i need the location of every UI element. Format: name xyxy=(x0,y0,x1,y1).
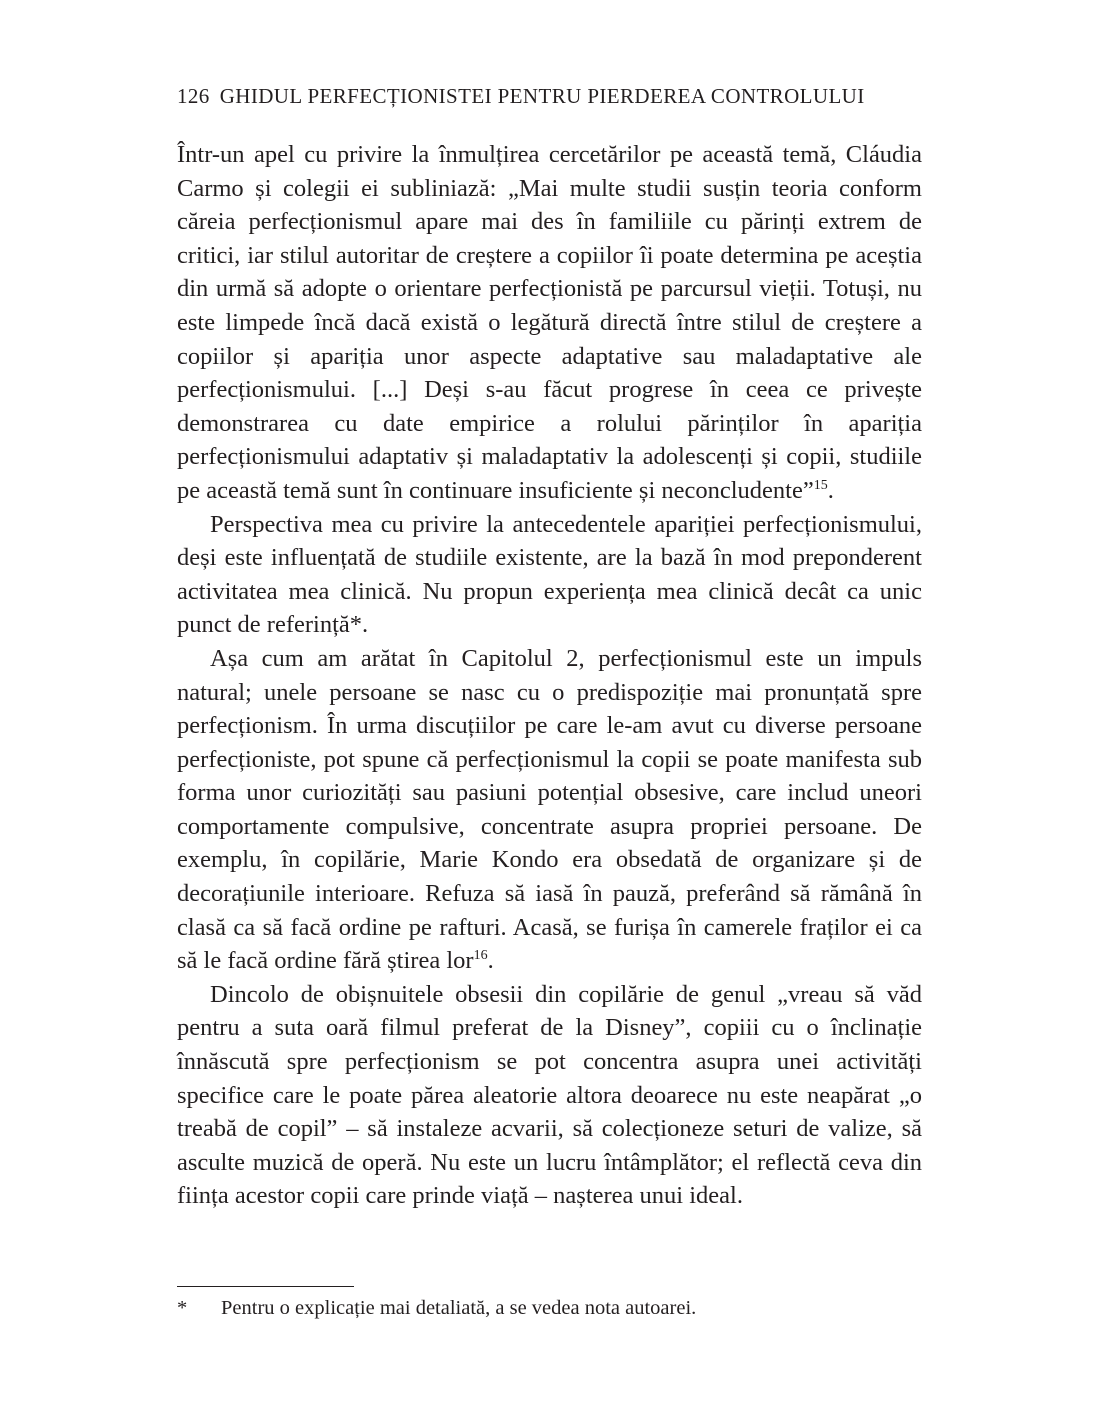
paragraph-2 xyxy=(177,508,922,642)
running-head xyxy=(177,84,922,109)
page-number: 126 xyxy=(177,84,210,108)
paragraph-2-text: Perspectiva mea cu privire la antecedentele apariției perfecționismului, deși este influențată de studiile existente, are la bază în mod preponderent activitatea mea clinică. Nu propun experiența mea clinică decât ca unic punct de referință*. xyxy=(177,510,922,639)
footnote xyxy=(177,1294,922,1322)
paragraph-3-text: Așa cum am arătat în Capitolul 2, perfecționismul este un impuls natural; unele persoane se nasc cu o predispoziție mai pronunțată spre perfecționism. În urma discuțiilor pe care le-am avut cu diverse persoane perfecționiste, pot spune că perfecționismul la copii se poate manifesta sub forma unor curiozități sau pasiuni potențial obsesive, care includ uneori comportamente compulsive, concentrate asupra propriei persoane. De exemplu, în copilărie, Marie Kondo era obsedată de organizare și de decorațiunile interioare. Refuza să iasă în pauză, preferând să rămână în clasă ca să facă ordine pe rafturi. Acasă, se furișa în camerele fraților ei ca să le facă ordine fără știrea lor xyxy=(177,644,922,975)
body-text xyxy=(177,138,922,1213)
footnote-marker: * xyxy=(177,1297,188,1319)
paragraph-4 xyxy=(177,978,922,1213)
paragraph-1-end: . xyxy=(827,476,834,504)
paragraph-4-text: Dincolo de obișnuitele obsesii din copilărie de genul „vreau să văd pentru a suta oară filmul preferat de la Disney”, copiii cu o înclinație înnăscută spre perfecționism se pot concentra asupra unei activități specifice care le poate părea aleatorie altora deoarece nu este neapărat „o treabă de copil” – să instaleze acvarii, să colecționeze seturi de valize, să asculte muzică de operă. Nu este un lucru întâmplător; el reflectă ceva din ființa acestor copii care prinde viață – nașterea unui ideal. xyxy=(177,980,922,1210)
footnote-divider xyxy=(177,1286,354,1287)
endnote-ref-16[interactable]: 16 xyxy=(473,948,488,964)
paragraph-3 xyxy=(177,642,922,978)
paragraph-1 xyxy=(177,138,922,508)
footnote-text: Pentru o explicație mai detaliată, a se vedea nota autoarei. xyxy=(221,1297,697,1319)
book-title: GHIDUL PERFECȚIONISTEI PENTRU PIERDEREA CONTROLULUI xyxy=(219,84,865,108)
endnote-ref-15[interactable]: 15 xyxy=(813,477,828,493)
paragraph-1-text: Într-un apel cu privire la înmulțirea cercetărilor pe această temă, Cláudia Carmo și colegii ei subliniază: „Mai multe studii susțin teoria conform căreia perfecționismul apare mai des în familiile cu părinți extrem de critici, iar stilul autoritar de creștere a copiilor îi poate determina pe aceștia din urmă să adopte o orientare perfecționistă pe parcursul vieții. Totuși, nu este limpede încă dacă există o legătură directă între stilul de creștere a copiilor și apariția unor aspecte adaptative sau maladaptative ale perfecționismului. [...] Deși s-au făcut progrese în ceea ce privește demonstrarea cu date empirice a rolului părinților în apariția perfecționismului adaptativ și maladaptativ la adolescenți și copii, studiile pe această temă sunt în continuare insuficiente și neconcludente” xyxy=(177,141,922,504)
paragraph-3-end: . xyxy=(487,947,494,975)
